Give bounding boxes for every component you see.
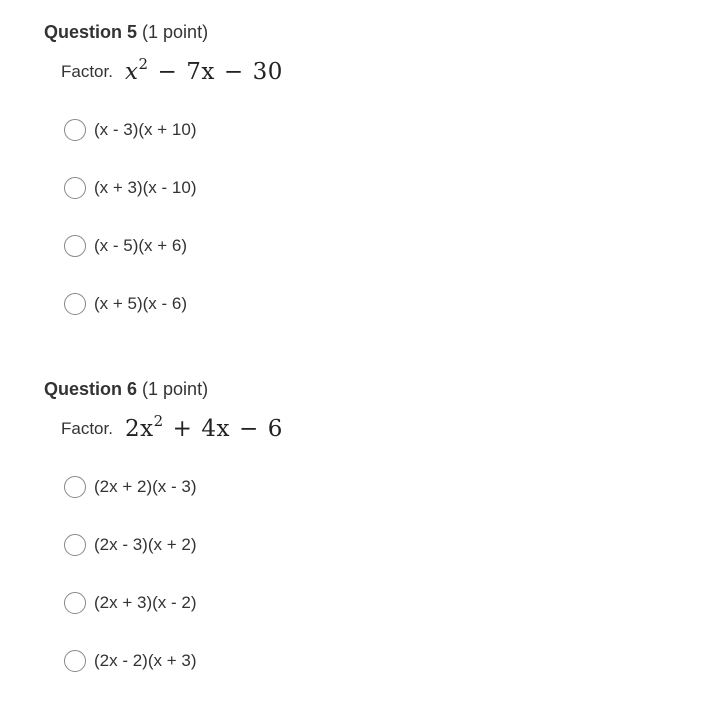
answer-option[interactable] [64,159,684,217]
answer-option-label[interactable]: (x - 5)(x + 6) [94,236,188,255]
math-term: 4x [201,416,231,442]
question-title: Question 6 [44,379,138,399]
question-prompt [61,412,684,446]
radio-button[interactable] [64,592,86,614]
radio-button[interactable] [64,476,86,498]
question-6 [44,378,684,690]
answer-option[interactable] [64,574,684,632]
prompt-label: Factor. [61,419,113,438]
radio-button[interactable] [64,119,86,141]
question-prompt [61,55,684,89]
question-points: (1 point) [142,22,209,42]
math-operator: + [172,416,193,442]
math-operator: − [239,416,259,442]
answer-option[interactable] [64,275,684,333]
question-points: (1 point) [142,379,209,399]
math-exponent: 2 [138,55,149,73]
math-operator: − [223,59,244,85]
math-exponent: 2 [153,412,164,430]
radio-button[interactable] [64,235,86,257]
answer-choices [64,101,684,333]
prompt-label: Factor. [61,62,113,81]
answer-option-label[interactable]: (2x + 3)(x - 2) [94,593,197,612]
answer-option-label[interactable]: (x - 3)(x + 10) [94,120,197,139]
math-expression [124,412,283,442]
radio-button[interactable] [64,650,86,672]
math-term: 30 [252,59,283,85]
math-term: 6 [267,416,283,442]
answer-option-label[interactable]: (x + 3)(x - 10) [94,178,197,197]
answer-option-label[interactable]: (2x + 2)(x - 3) [94,477,197,496]
answer-option[interactable] [64,217,684,275]
question-title: Question 5 [44,22,138,42]
answer-option-label[interactable]: (2x - 2)(x + 3) [94,651,197,670]
answer-choices [64,458,684,690]
question-5 [44,21,684,333]
math-term: x [124,59,139,85]
question-header [44,378,684,400]
math-expression [124,55,283,85]
answer-option[interactable] [64,516,684,574]
answer-option[interactable] [64,632,684,690]
math-term: 2x [124,416,154,442]
radio-button[interactable] [64,534,86,556]
radio-button[interactable] [64,293,86,315]
question-header [44,21,684,43]
math-operator: − [157,59,178,85]
answer-option[interactable] [64,101,684,159]
answer-option[interactable] [64,458,684,516]
answer-option-label[interactable]: (x + 5)(x - 6) [94,294,188,313]
radio-button[interactable] [64,177,86,199]
answer-option-label[interactable]: (2x - 3)(x + 2) [94,535,197,554]
math-term: 7x [186,59,215,85]
